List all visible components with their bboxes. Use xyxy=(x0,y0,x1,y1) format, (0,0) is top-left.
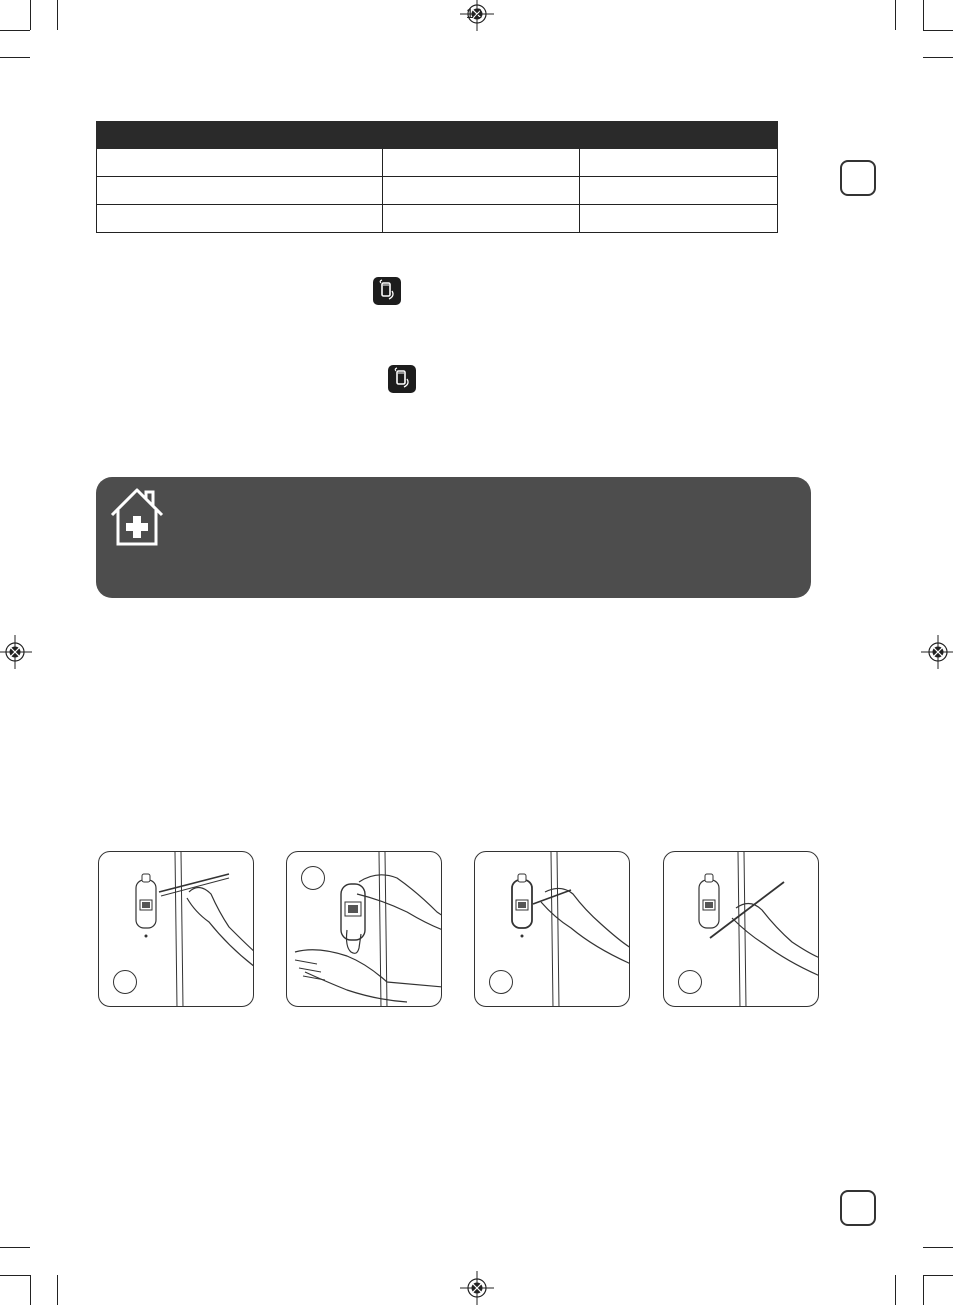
illustration-step-4 xyxy=(663,851,819,1007)
health-warning-banner xyxy=(96,477,811,598)
header-code: 12 xyxy=(466,5,483,21)
table-row xyxy=(97,177,778,205)
step-marker xyxy=(678,970,702,994)
step-marker xyxy=(301,866,325,890)
rotate-device-icon xyxy=(388,365,416,393)
registration-mark-left xyxy=(0,635,32,669)
page-number-box xyxy=(840,1190,876,1226)
home-first-aid-icon xyxy=(106,485,168,547)
registration-mark-bottom xyxy=(460,1271,494,1305)
specification-table xyxy=(96,121,778,233)
illustration-step-3 xyxy=(474,851,630,1007)
registration-mark-right xyxy=(921,635,953,669)
step-marker xyxy=(113,970,137,994)
step-marker xyxy=(489,970,513,994)
rotate-device-icon xyxy=(373,277,401,305)
illustration-step-2 xyxy=(286,851,442,1007)
language-tab-box-top xyxy=(840,160,876,196)
table-header-row xyxy=(97,122,778,149)
table-row xyxy=(97,149,778,177)
illustration-step-1 xyxy=(98,851,254,1007)
table-row xyxy=(97,205,778,233)
